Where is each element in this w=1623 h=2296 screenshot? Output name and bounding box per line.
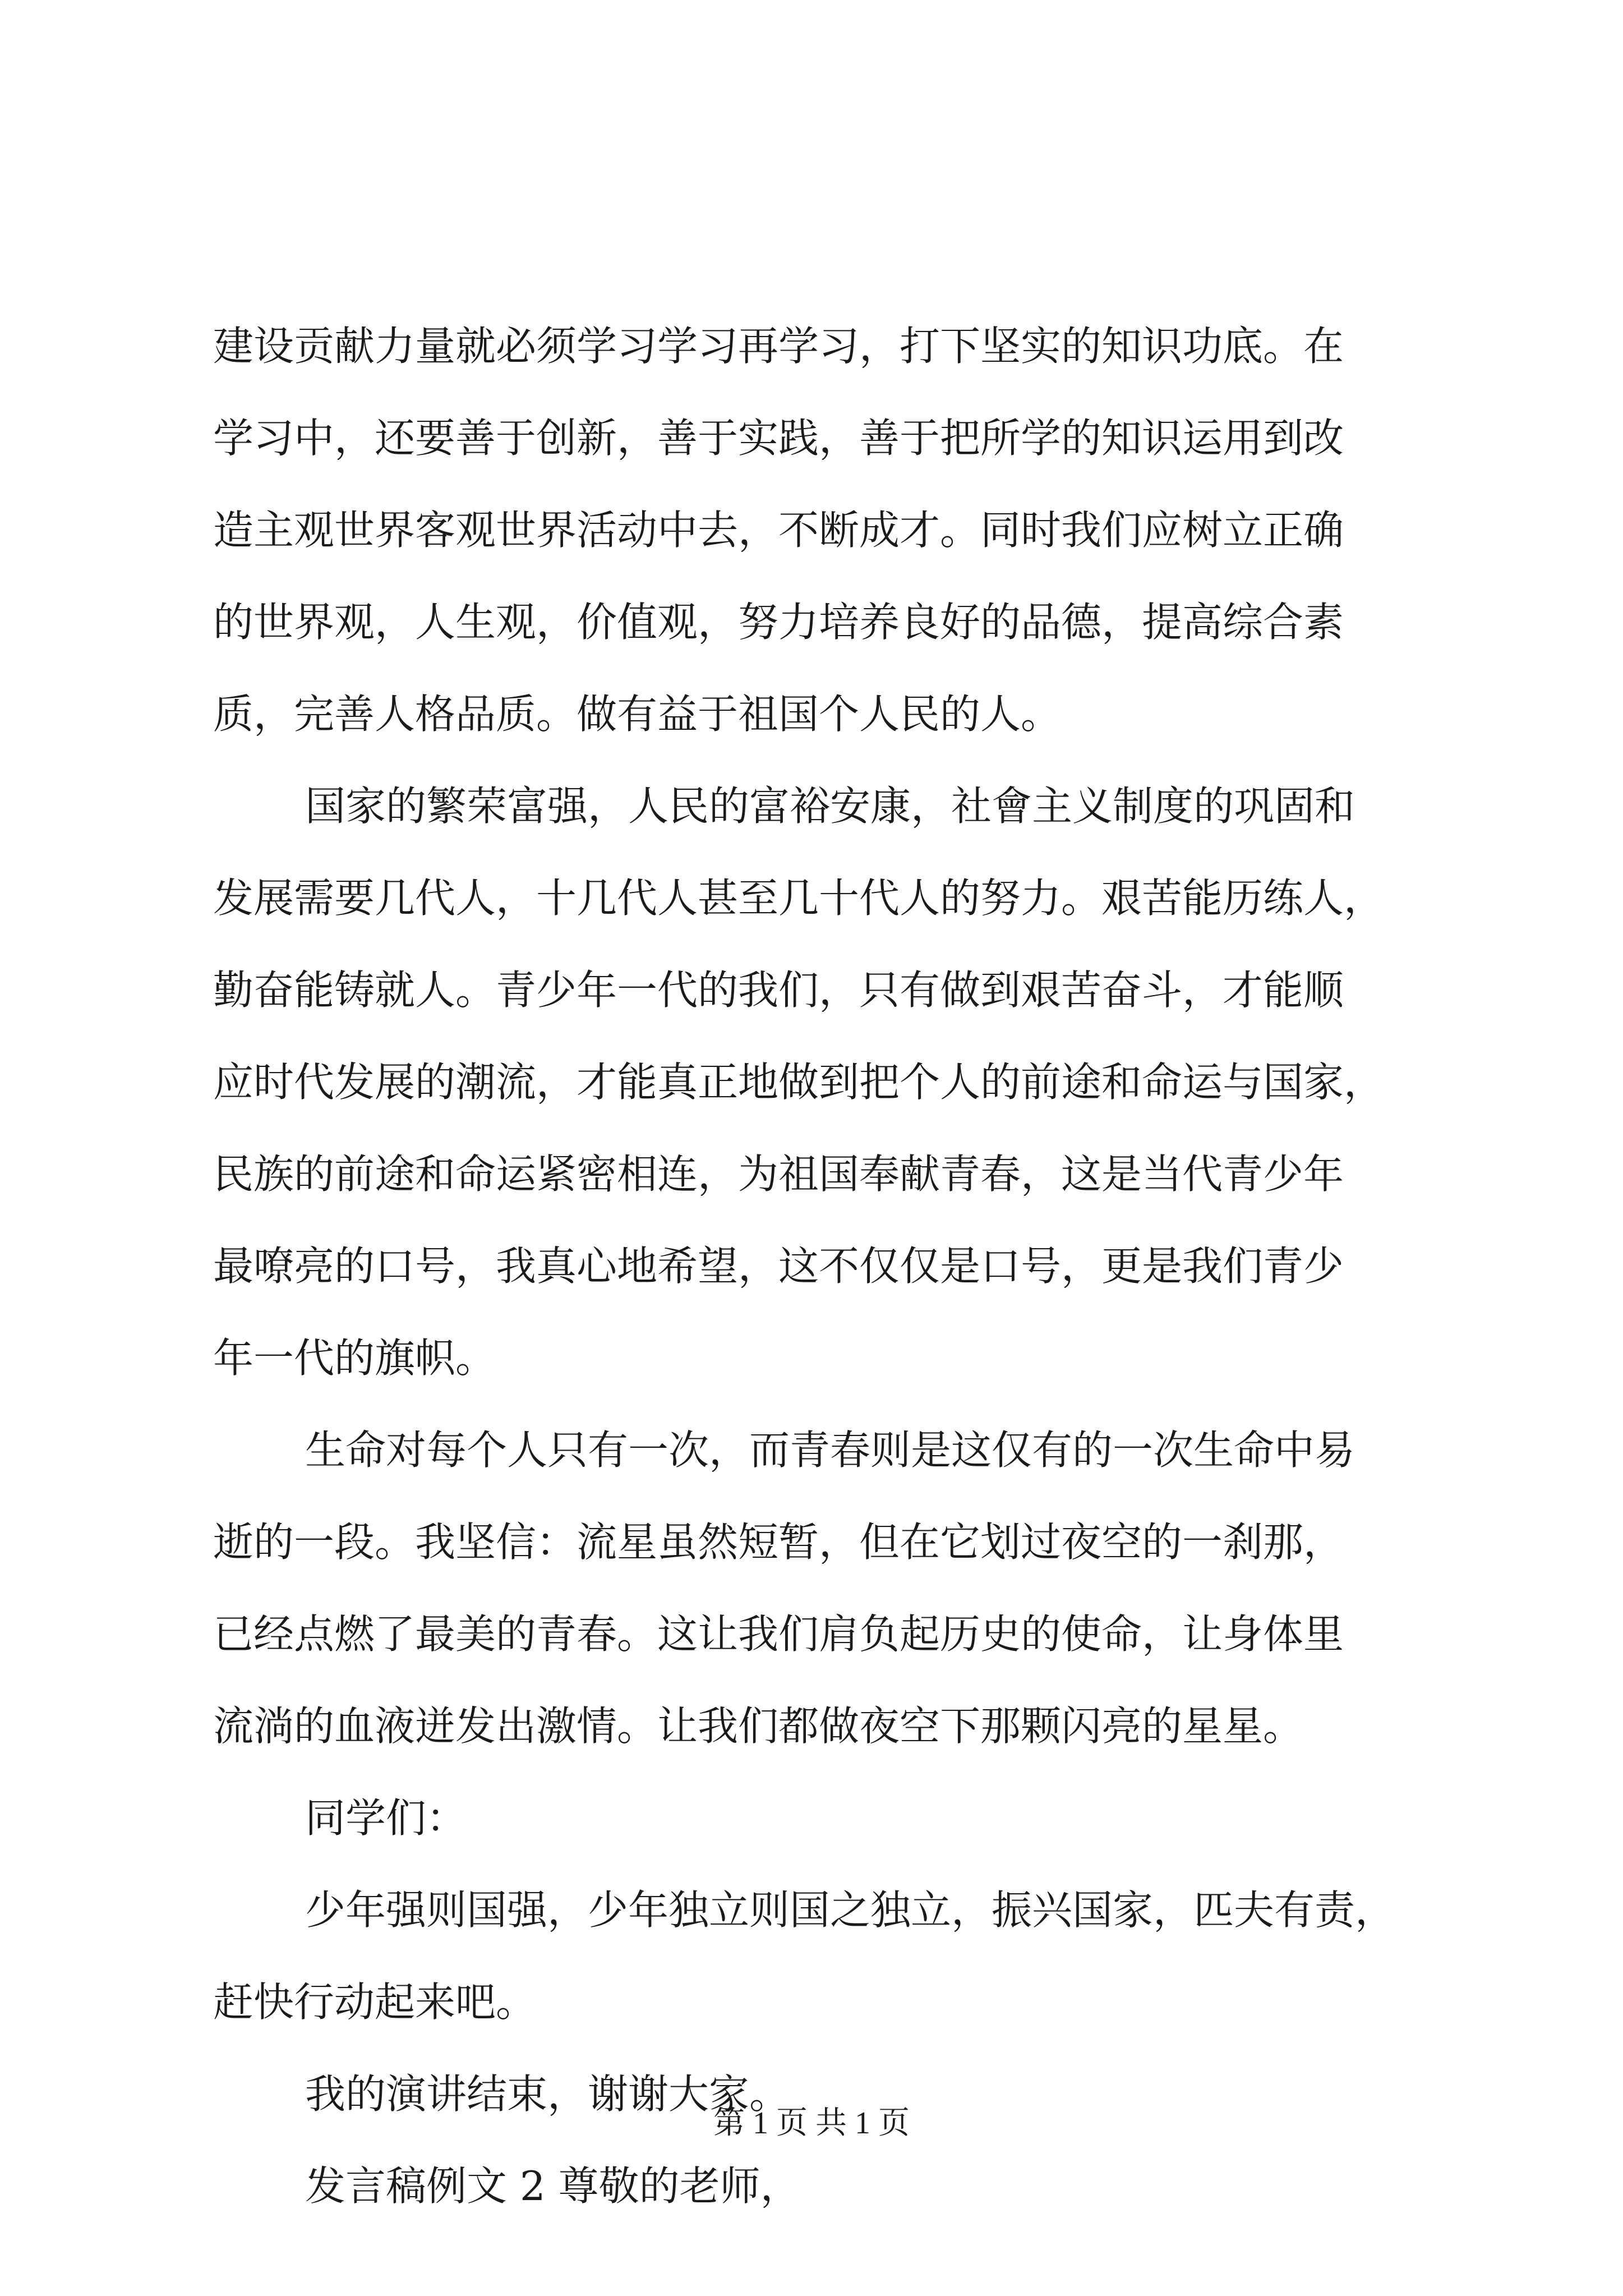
text-line: 民族的前途和命运紧密相连，为祖国奉献青春，这是当代青少年 (213, 1151, 1344, 1198)
paragraph-first-line: 同学们： (305, 1795, 467, 1842)
text-line: 流淌的血液迸发出激情。让我们都做夜空下那颗闪亮的星星。 (213, 1703, 1304, 1750)
text-line: 的世界观，人生观，价值观，努力培养良好的品德，提高综合素 (213, 599, 1344, 646)
page-footer: 第 1 页 共 1 页 (713, 2106, 910, 2141)
text-line: 发展需要几代人，十几代人甚至几十代人的努力。艰苦能历练人， (213, 875, 1385, 922)
text-line: 最嘹亮的口号，我真心地希望，这不仅仅是口号，更是我们青少 (213, 1243, 1344, 1290)
text-line: 质，完善人格品质。做有益于祖国个人民的人。 (213, 691, 1062, 738)
body-text (213, 300, 1413, 2232)
text-line: 已经点燃了最美的青春。这让我们肩负起历史的使命，让身体里 (213, 1611, 1344, 1658)
text-line: 逝的一段。我坚信：流星虽然短暂，但在它划过夜空的一刹那， (213, 1519, 1344, 1566)
text-line: 赶快行动起来吧。 (213, 1978, 537, 2026)
text-line: 勤奋能铸就人。青少年一代的我们，只有做到艰苦奋斗，才能顺 (213, 967, 1344, 1014)
paragraph-first-line: 发言稿例文 2 尊敬的老师， (305, 2162, 801, 2210)
paragraph-first-line: 我的演讲结束，谢谢大家。 (305, 2070, 790, 2118)
text-line: 学习中，还要善于创新，善于实践，善于把所学的知识运用到改 (213, 415, 1344, 462)
text-line: 造主观世界客观世界活动中去，不断成才。同时我们应树立正确 (213, 507, 1344, 554)
text-line: 年一代的旗帜。 (213, 1335, 496, 1382)
text-line: 建设贡献力量就必须学习学习再学习，打下坚实的知识功底。在 (213, 323, 1344, 370)
paragraph-first-line: 国家的繁荣富强，人民的富裕安康，社會主义制度的巩固和 (305, 783, 1355, 830)
paragraph-first-line: 生命对每个人只有一次，而青春则是这仅有的一次生命中易 (305, 1427, 1355, 1474)
paragraph-first-line: 少年强则国强，少年独立则国之独立，振兴国家，匹夫有责， (305, 1887, 1396, 1934)
text-line: 应时代发展的潮流，才能真正地做到把个人的前途和命运与国家， (213, 1059, 1385, 1106)
